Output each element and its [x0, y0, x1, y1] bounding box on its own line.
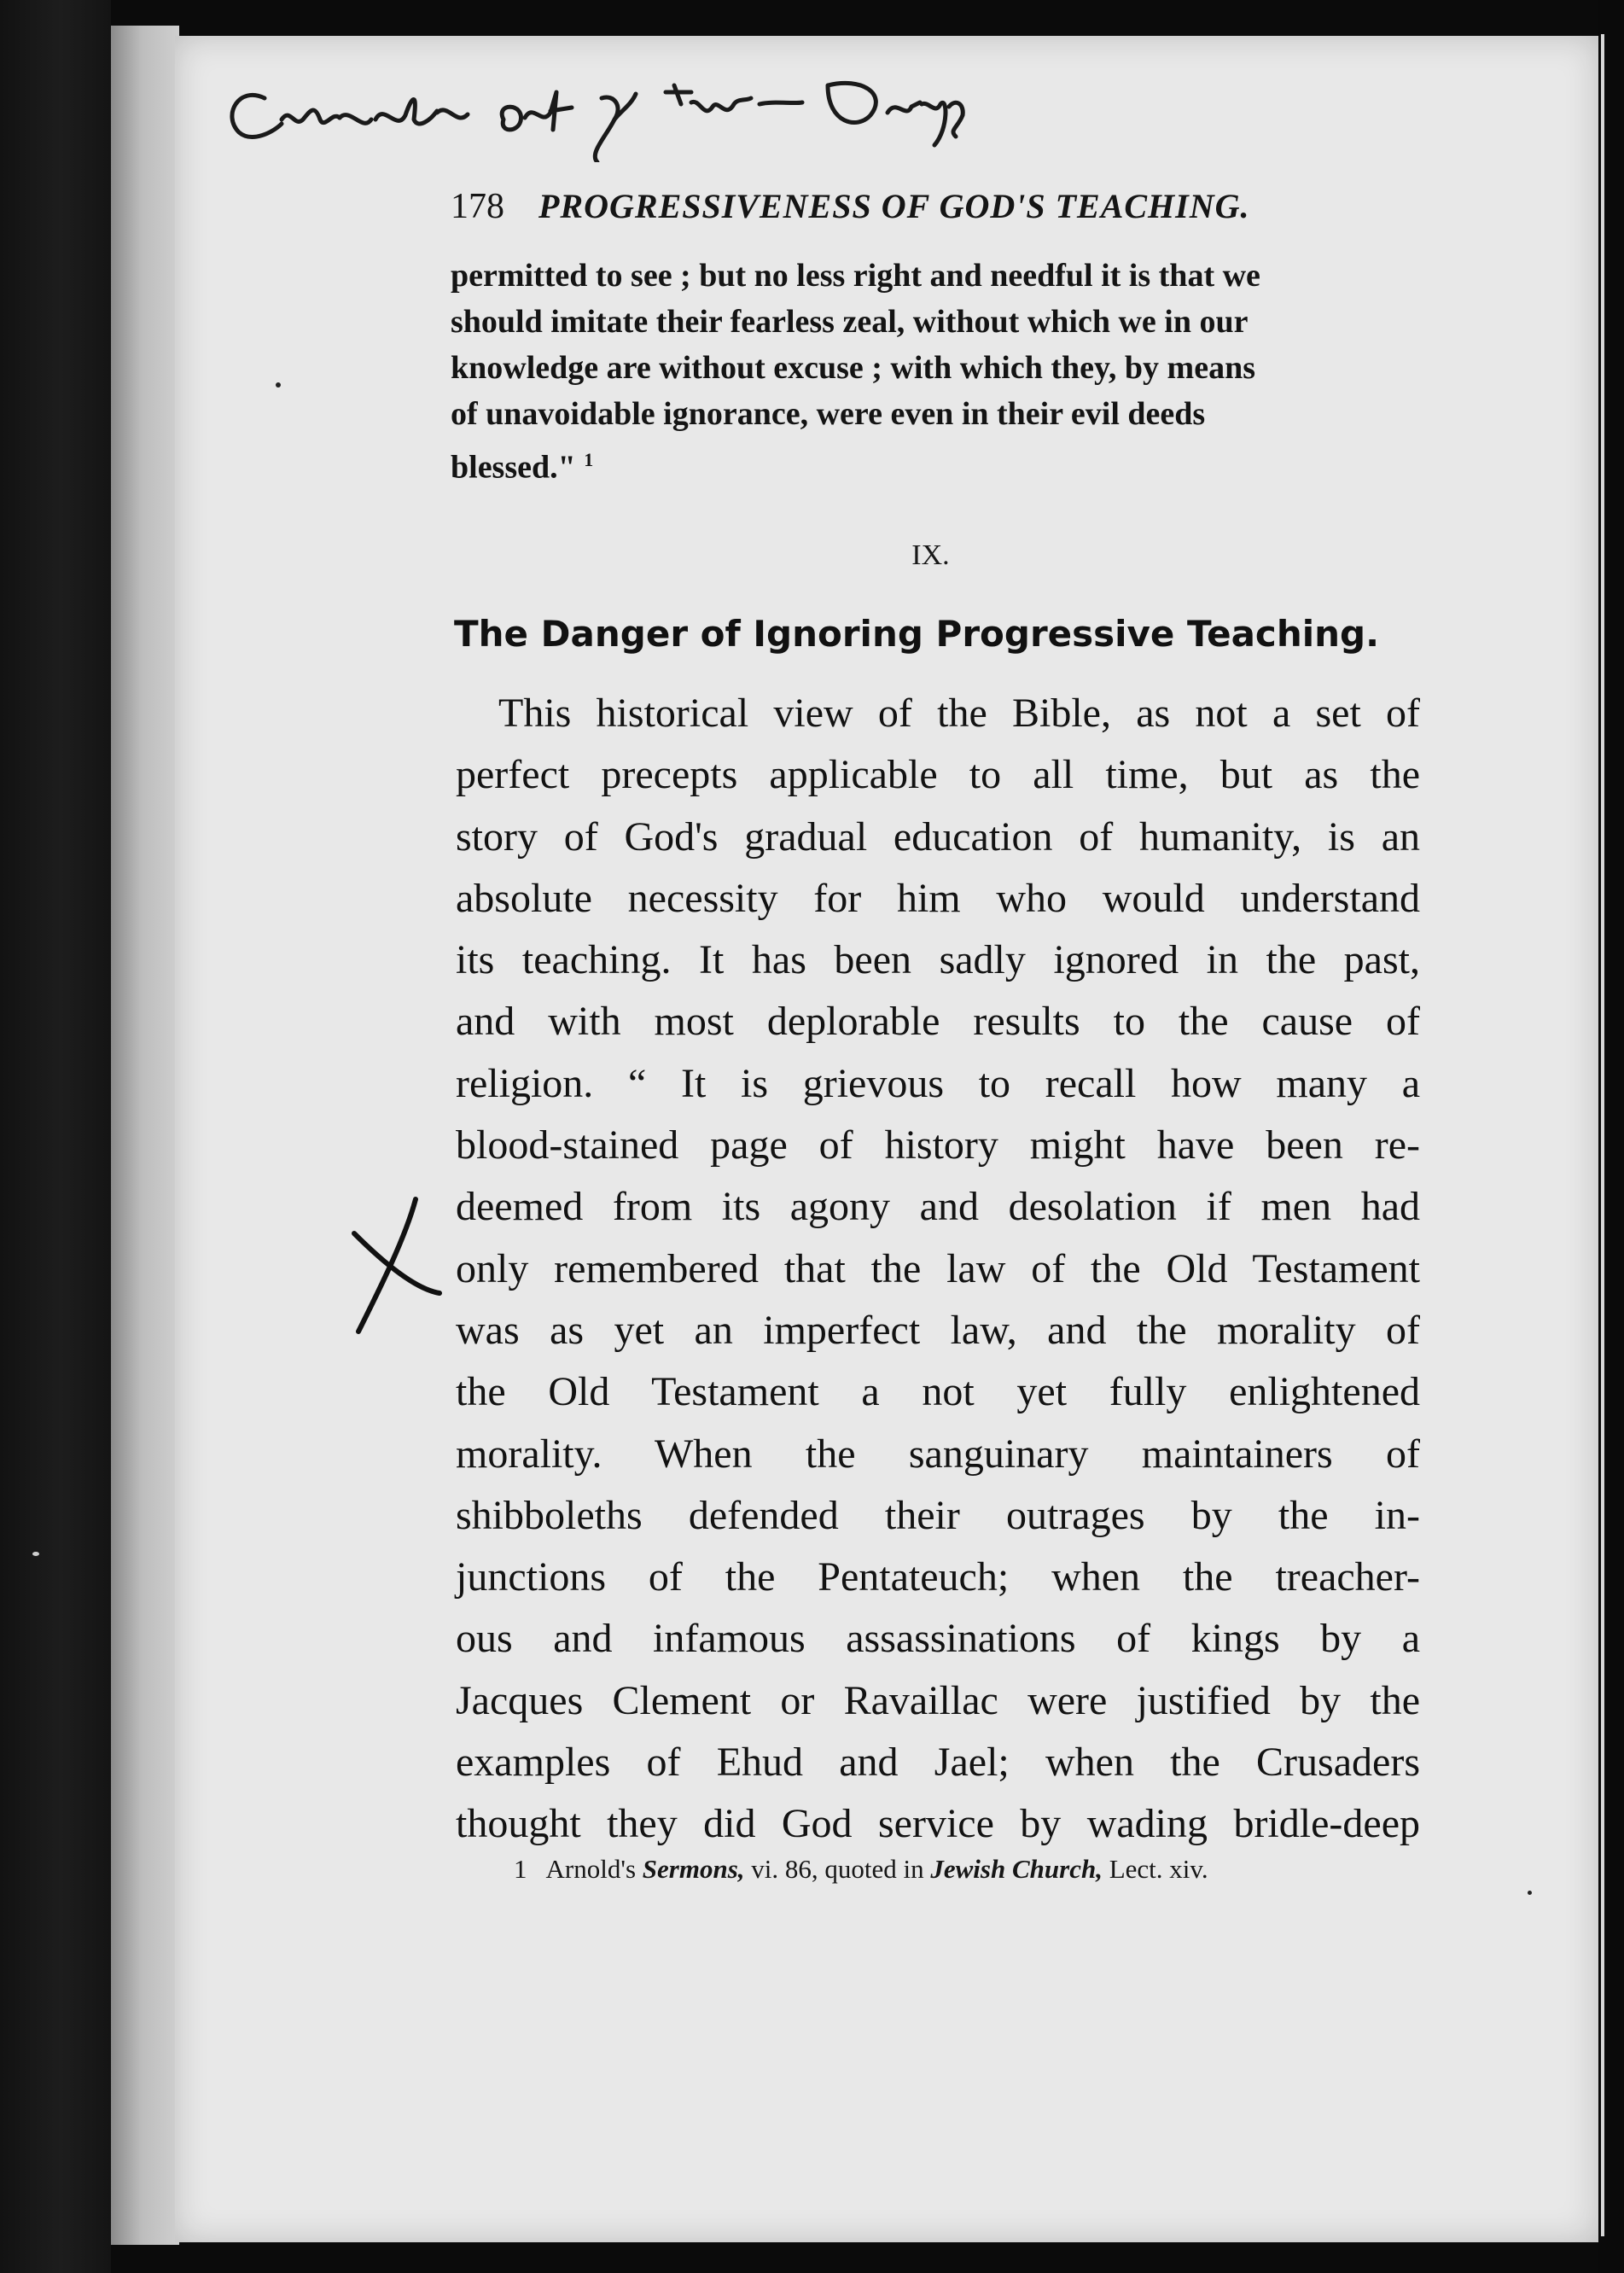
body-line: absolute necessity for him who would understand [456, 875, 1420, 921]
body-paragraph [456, 683, 1420, 1856]
footnote-work: Sermons, [642, 1854, 745, 1884]
footnote-source: Jewish Church, [930, 1854, 1103, 1884]
body-line: its teaching. It has been sadly ignored in the past, [456, 937, 1420, 983]
body-line: junctions of the Pentateuch; when the treacher- [456, 1554, 1420, 1600]
quote-line: of unavoidable ignorance, were even in their evil deeds [451, 396, 1206, 432]
body-line: only remembered that the law of the Old Testament [456, 1245, 1420, 1291]
quote-last-text: blessed." [451, 449, 576, 486]
footnote-reference: 1 [584, 449, 594, 470]
body-line: shibboleths defended their outrages by the in- [456, 1492, 1420, 1538]
footnote-marker: 1 [514, 1854, 527, 1884]
scan-speck [276, 382, 281, 388]
quote-continuation [451, 253, 1411, 491]
running-title: PROGRESSIVENESS OF GOD'S TEACHING. [538, 187, 1250, 225]
footnote [514, 1854, 1452, 1885]
body-line: Jacques Clement or Ravaillac were justified by the [456, 1677, 1420, 1723]
body-line: This historical view of the Bible, as not a set of [498, 691, 1420, 736]
body-line: ous and infamous assassinations of kings by a [456, 1616, 1420, 1662]
body-line: was as yet an imperfect law, and the morality of [456, 1307, 1420, 1353]
body-line: and with most deplorable results to the cause of [456, 999, 1420, 1045]
film-edge-left [0, 0, 111, 2273]
body-line: the Old Testament a not yet fully enlightened [456, 1369, 1420, 1415]
quote-line: should imitate their fearless zeal, without which we in our [451, 304, 1249, 340]
body-line: deemed from its agony and desolation if men had [456, 1184, 1420, 1230]
body-line: examples of Ehud and Jael; when the Crusaders [456, 1740, 1420, 1786]
margin-x-mark [346, 1195, 448, 1340]
quote-line: permitted to see ; but no less right and needful it is that we [451, 258, 1260, 294]
running-head [451, 186, 1389, 227]
section-heading: The Danger of Ignoring Progressive Teaching. [454, 613, 1380, 655]
quote-line: knowledge are without excuse ; with which they, by means [451, 350, 1255, 386]
footnote-lecture: Lect. xiv. [1109, 1854, 1208, 1884]
body-line: perfect precepts applicable to all time, but as the [456, 752, 1420, 798]
page-number: 178 [451, 187, 504, 226]
section-number: IX. [911, 539, 950, 571]
page-edge-line [1601, 34, 1604, 2236]
body-line: religion. “ It is grievous to recall how many a [456, 1060, 1420, 1106]
scan-speck [1528, 1891, 1532, 1895]
body-line: morality. When the sanguinary maintainers of [456, 1431, 1420, 1477]
footnote-citation: vi. 86, quoted in [751, 1854, 924, 1884]
body-line: story of God's gradual education of humanity, is an [456, 813, 1420, 860]
body-line: thought they did God service by wading bridle-deep [456, 1801, 1420, 1847]
quote-line [451, 437, 1411, 491]
body-line: blood-stained page of history might have been re- [456, 1122, 1420, 1169]
scan-speck [32, 1552, 39, 1556]
footnote-author: Arnold's [545, 1854, 637, 1884]
handwritten-note [213, 51, 981, 162]
binding-shadow [111, 26, 179, 2245]
